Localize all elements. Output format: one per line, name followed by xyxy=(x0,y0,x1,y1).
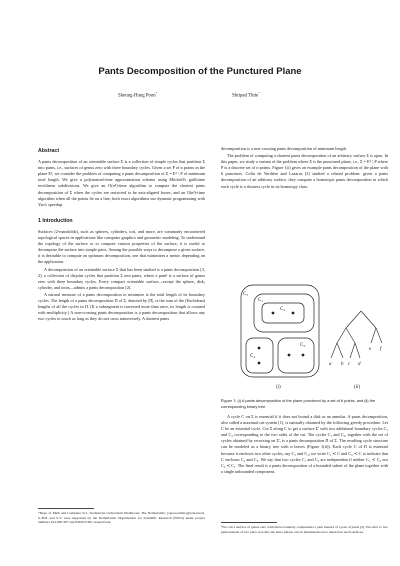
intro-paragraph: A natural measure of a pants decomposition to minimize is the total length of its boundary cycles. The length of a pants decomposition Π of Σ, denoted by |Π|, is the sum of the (Euclidean) lengths of all the cycles in Π. (If a subsegment is traversed more than once, its length is counted with multiplicity.) A non-crossing pants decomposition is a pants decomposition that allows any two cycles to touch as long as they do not cross transversely. A shortest pants xyxy=(38,291,205,322)
body-paragraph: A cycle C on Σ is essential if it does not bound a disk or an annulus. A pants decomposition, also called a maximal cut system [1], is naturally obtained by the following greedy procedure. Let C be an essential cycle. Cut Σ along C to get a surface Σ' with two additional boundary cycles C₁ and C₂ corresponding to the two sides of the cut. The cycles C₁ and C₂, together with the set of cycles obtained by recursing on Σ', is a pants decomposition Π of Σ. The resulting cycle structure can be modeled as a binary tree with n leaves (Figure 1(ii)). Each cycle C of Π is essential because it encloses two other cycles, say C₁ and C₂; we write C₁ ≺ C and C₂ ≺ C to indicate that C encloses C₁ and C₂. We say that two cycles C₁ and C₂ are independent if neither C₁ ≺ C₂ nor C₂ ≺ C₁. The final result is a pants decomposition of a bounded subset of the plane together with a single unbounded component. xyxy=(221,414,388,474)
intro-heading: 1 Introduction xyxy=(38,217,73,224)
label-c2: C₂ xyxy=(280,307,286,312)
tree-leaf-a: a xyxy=(329,362,332,367)
body-paragraph: decomposition is a non-crossing pants decomposition of minimum length. xyxy=(221,146,347,151)
author-1-name: Sheung-Hung Poon xyxy=(118,93,156,99)
figure-caption xyxy=(221,398,388,410)
intro-paragraph: Surfaces (2-manifolds), such as spheres, cylinders, tori, and more, are commonly encountered topological spaces in applications like computer graphics and geometric modeling. To understand the topology of the surface or to compute various properties of the surface, it is useful to decompose the surface into simple parts. Among the possible ways to decompose a given surface, it is desirable to compute an optimum decomposition, one that minimizes a metric depending on the application. xyxy=(38,228,205,265)
tree-leaf-e: e xyxy=(369,347,372,352)
caption-text: (i) A pants decomposition of the plane punctured by a set of 6 points, and (ii) the corresponding binary tree. xyxy=(221,398,376,409)
footnote-rule-left xyxy=(38,508,94,509)
right-column-bottom xyxy=(221,414,388,476)
footnote-rule-right xyxy=(221,522,277,523)
tree-leaf-b: b xyxy=(341,362,344,367)
figure-1 xyxy=(221,283,391,393)
tree-leaf-c: c xyxy=(348,362,351,367)
tree-leaf-d: d xyxy=(358,362,361,367)
puncture-point xyxy=(258,362,261,365)
left-column xyxy=(38,148,205,323)
puncture-point xyxy=(288,354,291,357)
label-c5: C₅ xyxy=(243,292,249,297)
puncture-point xyxy=(292,312,295,315)
author-2-mark: * xyxy=(258,91,260,95)
label-c4: C₄ xyxy=(250,354,256,359)
puncture-point xyxy=(302,354,305,357)
cycle-c3-outline xyxy=(278,338,314,373)
intro-paragraph: A decomposition of an orientable surface Σ that has been studied is a pants decomposition [3, 2], a collection of disjoint cycles that partition Σ into pants, where a pant¹ is a surface of genus zero with three boundary cycles. Every compact orientable surface—except the sphere, disk, cylinder, and torus—admits a pants decomposition [2]. xyxy=(38,266,205,290)
author-2 xyxy=(232,91,260,99)
puncture-point xyxy=(258,347,261,350)
binary-tree xyxy=(331,311,382,358)
label-c1: C₁ xyxy=(258,298,264,303)
right-column-top xyxy=(221,146,388,191)
part-label-ii: (ii) xyxy=(354,385,361,390)
puncture-point xyxy=(272,312,275,315)
part-label-i: (i) xyxy=(276,385,281,390)
paper-title: Pants Decomposition of the Punctured Plane xyxy=(98,66,302,77)
figure-1-drawing xyxy=(221,283,391,393)
tree-leaf-f: f xyxy=(380,347,382,352)
author-1 xyxy=(118,91,157,99)
footnote-pants: ¹We call a surface of genus zero with three boundary components a pant instead of a pair of pants [2]. We refer to two pants instead of two pairs of pants; the latter phrase can be misunderstood to mean four such surfaces. xyxy=(221,525,388,534)
cycle-c5-outline xyxy=(241,285,319,377)
label-c3: C₃ xyxy=(300,343,306,348)
abstract-heading: Abstract xyxy=(38,148,60,154)
caption-prefix: Figure 1: xyxy=(221,398,237,403)
abstract-text: A pants decomposition of an orientable surface Σ is a collection of simple cycles that partition Σ into pants, i.e., surfaces of genus zero with three boundary cycles. Given a set P of n points in the plane E², we consider the problem of computing a pants decomposition of Σ = E² \ P of minimum total length. We give a polynomial-time approximation scheme using Mitchell's guillotine rectilinear subdivisions. We give an O(n⁴)-time algorithm to compute the shortest pants decomposition of Σ when the cycles are restricted to be axis-aligned boxes, and an O(n²)-time algorithm when all the points lie on a line; both exact algorithms use dynamic programming with Yao's speedup. xyxy=(38,159,205,207)
footnote-affiliation: *Dept. of Math and Computer Sci., Technische Universiteit Eindhoven, The Netherlands; {spoon,sthite}@win.tue.nl. S.-H.P. and S.T. were supported by the Netherlands' Organisation for Scientific Research (NWO) under project numbers 612.065.307 and 639.023.301 respectively. xyxy=(38,511,205,525)
author-2-name: Shripad Thite xyxy=(232,93,259,99)
author-1-mark: * xyxy=(155,91,158,95)
cycle-c2-outline xyxy=(262,303,304,323)
body-paragraph: The problem of computing a shortest pants decomposition of an arbitrary surface Σ is open. In this paper, we study a variant of the problem where Σ is the punctured plane, i.e., Σ = E² \ P where P is a discrete set of n points. Figure 1(i) gives an example pants decomposition of the plane with 6 punctures. Colin de Verdière and Lazarus [2] studied a related problem: given a pants decomposition of an arbitrary surface, they compute a homotopic pants decomposition in which each cycle is a shortest cycle in its homotopy class. xyxy=(221,153,388,189)
